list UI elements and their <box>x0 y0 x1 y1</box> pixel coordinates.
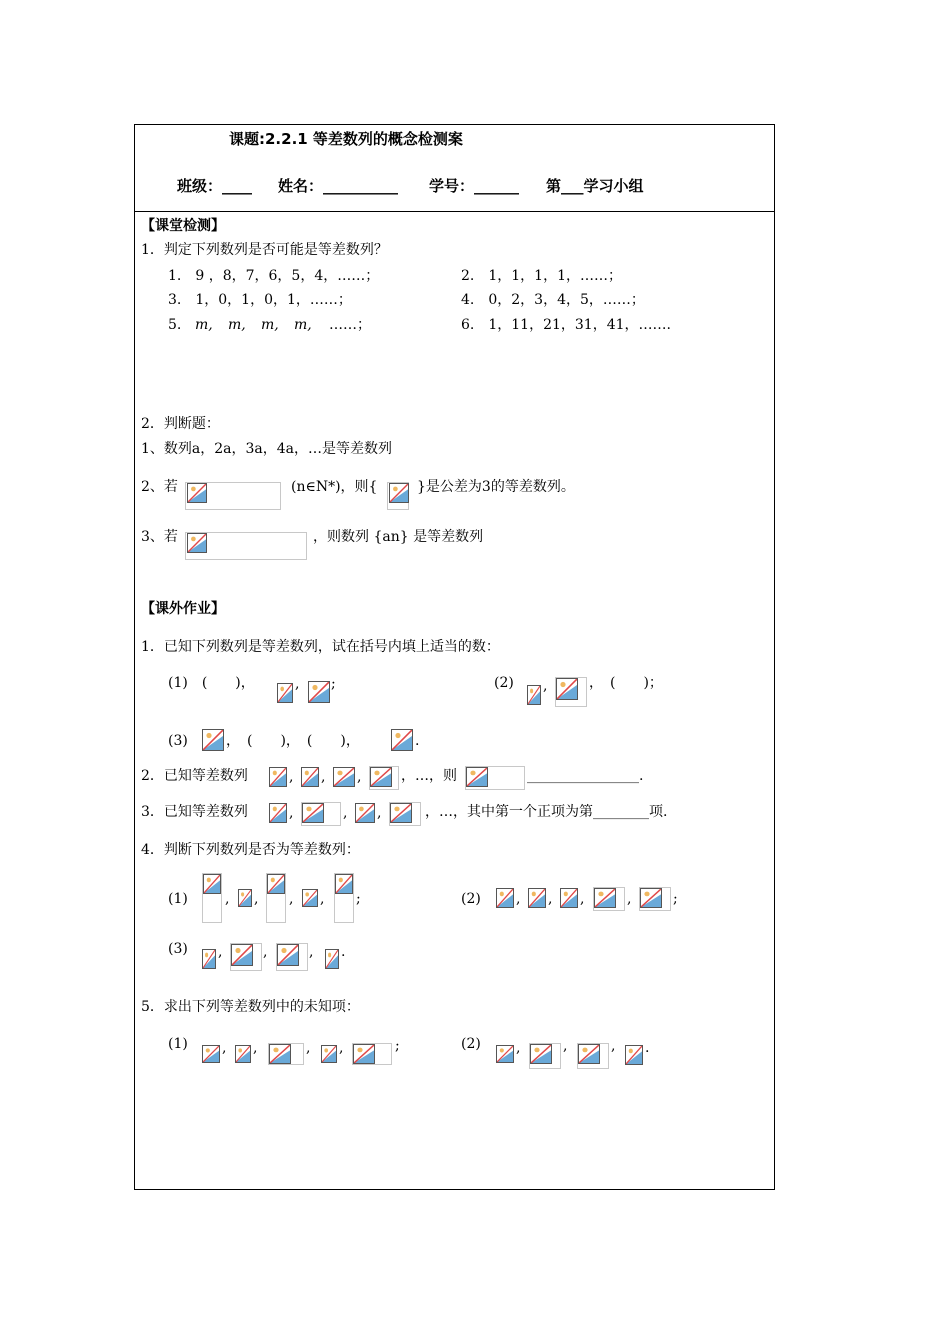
homework-question-4: 4．判断下列数列是否为等差数列： <box>141 842 360 858</box>
q1-item-5-term: m, <box>261 317 279 333</box>
q1-item-2: 2. 1，1，1，1，……； <box>461 268 622 284</box>
q1-item-5-term: m, <box>195 317 213 333</box>
broken-image-icon <box>267 874 285 894</box>
hw1-part-3-middle: ， ( )， ( )， <box>226 733 360 749</box>
broken-image-icon <box>528 888 546 908</box>
q1-item-5-term: m, <box>228 317 246 333</box>
worksheet: 课题:2.2.1 等差数列的概念检测案 班级：____ 姓名：__________ 学号：______ 第___学习小组 【课堂检测】 1．判定下列数列是否可能是等差数列？ 1. 9 ，8，7，6，5，4，……； 2. 1，1，1，1，……； 3. 1，0，1，0，1，……； 4. 0，2，3，4，5，……； 5. m, m, m, m, ……； 6. 1，11，21，31，41，……. 2．判断题： 1、数列a，2a，3a，4a，…是等差数列 2、若 (n∈N*)，则{ }是公差为3的等差数列。 3、若 ，则数列 {an} 是等差数列 【课外作业】 1．已知下列数列是等差数列，试在括号内填上适当的数： (1) ( )， , ; (2) , ， ( )； (3) ， ( )， ( )， . 2．已知等差数列 , , , ，…，则 ________________. 3．已知等差数列 , , , ，…，其中第一个正项为第________项. 4．判断下列数列是否为等差数列： (1) , , , , ; (2) , , , , ; (3) , , , . 5．求出下列等差数列中的未知项： (1) , , , , ; (2) , , , . <box>134 124 775 1190</box>
broken-image-icon <box>466 767 488 787</box>
q1-item-6: 6. 1，11，21，31，41，……. <box>461 317 671 333</box>
broken-image-icon <box>556 678 578 700</box>
broken-image-icon <box>302 889 318 907</box>
broken-image-icon <box>496 1045 514 1063</box>
broken-image-icon <box>301 767 319 787</box>
hw5-part-1-label: (1) <box>168 1036 188 1052</box>
page-title: 课题:2.2.1 等差数列的概念检测案 <box>229 130 463 148</box>
classwork-question-2: 2．判断题： <box>141 416 220 432</box>
homework-heading: 【课外作业】 <box>141 601 225 617</box>
broken-image-icon <box>269 803 287 823</box>
broken-image-icon <box>370 767 392 787</box>
judgment-3-suffix: ，则数列 {an} 是等差数列 <box>313 529 484 545</box>
broken-image-icon <box>277 944 299 966</box>
student-id-field: 学号：______ <box>429 177 520 195</box>
hw4-part-2-label: (2) <box>461 891 481 907</box>
broken-image-icon <box>389 483 409 503</box>
broken-image-icon <box>325 949 339 969</box>
homework-question-5: 5．求出下列等差数列中的未知项： <box>141 999 360 1015</box>
class-field: 班级：____ <box>177 177 253 195</box>
classwork-heading: 【课堂检测】 <box>141 218 225 234</box>
broken-image-icon <box>594 888 616 908</box>
homework-question-3-suffix: ，…，其中第一个正项为第________项. <box>425 804 668 820</box>
broken-image-icon <box>202 1045 220 1063</box>
broken-image-icon <box>269 1044 291 1064</box>
broken-image-icon <box>202 949 216 969</box>
broken-image-icon <box>355 803 375 823</box>
broken-image-icon <box>625 1045 643 1065</box>
judgment-3-prefix: 3、若 <box>141 529 178 545</box>
classwork-question-1: 1．判定下列数列是否可能是等差数列？ <box>141 242 388 258</box>
broken-image-icon <box>560 888 578 908</box>
hw1-part-2-tail: ， ( )； <box>589 675 663 691</box>
hw5-part-2-label: (2) <box>461 1036 481 1052</box>
homework-question-2-blank: ________________. <box>527 768 644 784</box>
broken-image-icon <box>202 729 224 751</box>
broken-image-icon <box>640 888 662 908</box>
broken-image-icon <box>578 1044 600 1064</box>
q1-item-4: 4. 0，2，3，4，5，……； <box>461 292 645 308</box>
broken-image-icon <box>238 889 252 907</box>
judgment-2-suffix: }是公差为3的等差数列。 <box>417 479 575 495</box>
name-field: 姓名：__________ <box>278 177 399 195</box>
broken-image-icon <box>333 767 355 787</box>
broken-image-icon <box>302 803 324 823</box>
judgment-2-prefix: 2、若 <box>141 479 178 495</box>
broken-image-icon <box>335 874 353 894</box>
hw4-part-3-label: (3) <box>168 941 188 957</box>
broken-image-icon <box>187 533 207 553</box>
broken-image-icon <box>269 767 287 787</box>
homework-question-3-prefix: 3．已知等差数列 <box>141 804 248 820</box>
judgment-2-middle: (n∈N*)，则{ <box>291 479 378 495</box>
hw1-part-2-label: (2) <box>494 675 514 691</box>
broken-image-icon <box>321 1045 337 1063</box>
broken-image-icon <box>235 1045 251 1063</box>
broken-image-icon <box>231 944 253 966</box>
broken-image-icon <box>308 681 330 703</box>
judgment-1: 1、数列a，2a，3a，4a，…是等差数列 <box>141 441 393 457</box>
broken-image-icon <box>187 483 207 503</box>
broken-image-icon <box>496 888 514 908</box>
broken-image-icon <box>390 803 412 823</box>
broken-image-icon <box>391 729 413 751</box>
hw4-part-1-label: (1) <box>168 891 188 907</box>
header-divider <box>135 211 774 212</box>
q1-item-3: 3. 1，0，1，0，1，……； <box>168 292 352 308</box>
hw1-part-1-label: (1) ( )， <box>168 675 255 691</box>
q1-item-5-label: 5. <box>168 317 182 333</box>
hw1-part-3-label: (3) <box>168 733 188 749</box>
broken-image-icon <box>353 1044 375 1064</box>
q1-item-5-ellipsis: ……； <box>329 317 371 333</box>
homework-question-2-prefix: 2．已知等差数列 <box>141 768 248 784</box>
q1-item-1: 1. 9 ，8，7，6，5，4，……； <box>168 268 380 284</box>
group-field: 第___学习小组 <box>546 177 644 195</box>
q1-item-5-term: m, <box>294 317 312 333</box>
broken-image-icon <box>277 683 293 703</box>
broken-image-icon <box>203 874 221 894</box>
homework-question-1: 1．已知下列数列是等差数列，试在括号内填上适当的数： <box>141 639 500 655</box>
homework-question-2-middle: ，…，则 <box>401 768 457 784</box>
broken-image-icon <box>527 685 541 705</box>
broken-image-icon <box>530 1044 552 1064</box>
